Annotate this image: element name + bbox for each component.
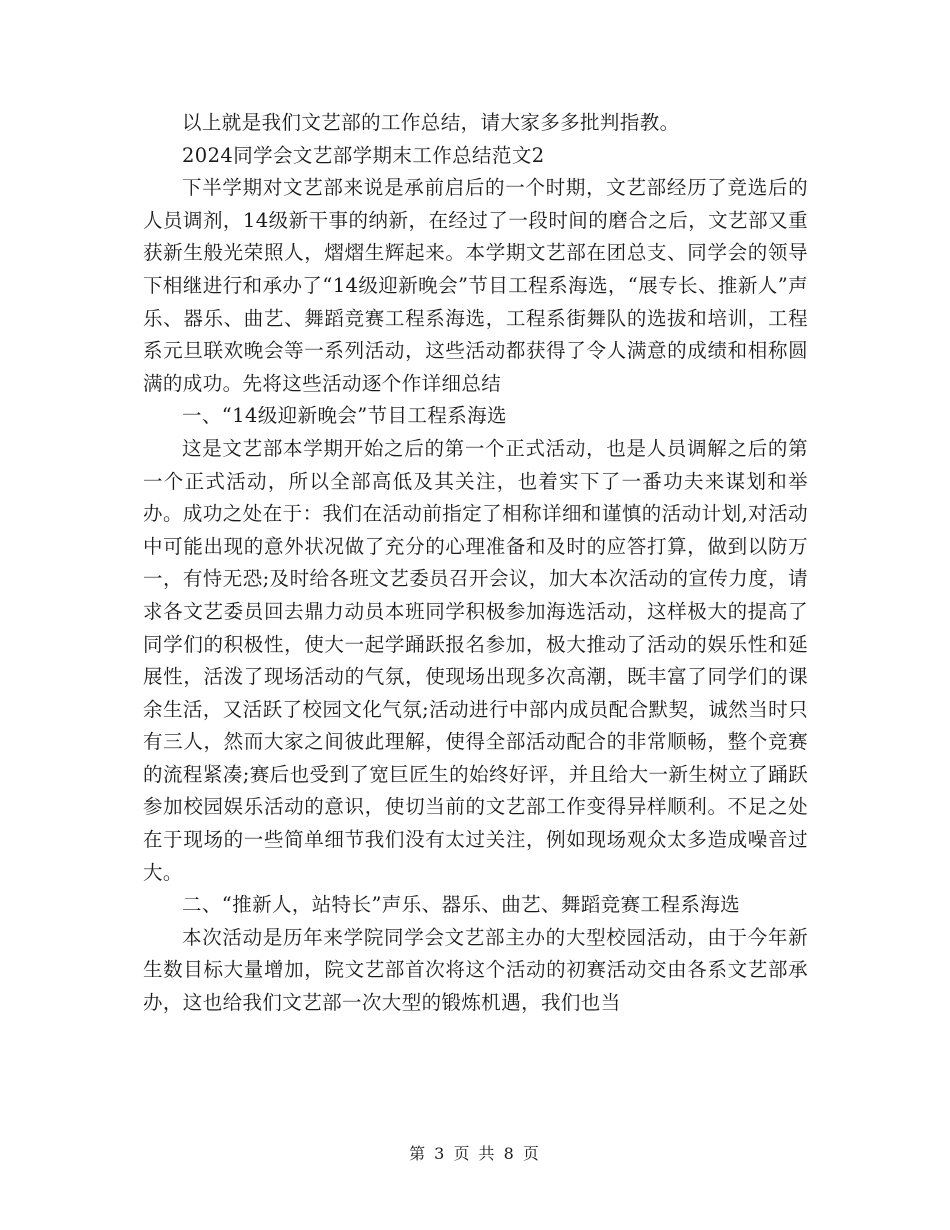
document-subtitle: 2024同学会文艺部学期末工作总结范文2 <box>182 143 545 167</box>
page-footer: 第 3 页 共 8 页 <box>409 1144 541 1163</box>
intro-paragraph: 下半学期对文艺部来说是承前启后的一个时期，文艺部经历了竞选后的人员调剂，14级新干事的纳新，在经过了一段时间的磨合之后，文艺部又重获新生般光荣照人，熠熠生辉起来。本学期文艺部在团总支、同学会的领导下相继进行和承办了“14级迎新晚会”节目工程系海选，“展专长、推新人”声乐、器乐、曲艺、舞蹈竞赛工程系海选，工程系街舞队的选拔和培训，工程系元旦联欢晚会等一系列活动，这些活动都获得了令人满意的成绩和相称圆满的成功。先将这些活动逐个作详细总结 <box>143 176 808 395</box>
document-body <box>143 107 808 1020</box>
closing-paragraph: 以上就是我们文艺部的工作总结，请大家多多批判指教。 <box>182 111 680 134</box>
section-heading-1: 一、“14级迎新晚会”节目工程系海选 <box>182 404 507 428</box>
section-2-paragraph: 本次活动是历年来学院同学会文艺部主办的大型校园活动，由于今年新生数目标大量增加，院文艺部首次将这个活动的初赛活动交由各系文艺部承办，这也给我们文艺部一次大型的锻炼机遇，我们也当 <box>143 925 808 1015</box>
section-1-paragraph: 这是文艺部本学期开始之后的第一个正式活动，也是人员调解之后的第一个正式活动，所以全部高低及其关注，也着实下了一番功夫来谋划和举办。成功之处在于：我们在活动前指定了相称详细和谨慎的活动计划,对活动中可能出现的意外状况做了充分的心理准备和及时的应答打算，做到以防万一，有恃无恐;及时给各班文艺委员召开会议，加大本次活动的宣传力度，请求各文艺委员回去鼎力动员本班同学积极参加海选活动，这样极大的提高了同学们的积极性，使大一起学踊跃报名参加，极大推动了活动的娱乐性和延展性，活泼了现场活动的气氛，使现场出现多次高潮，既丰富了同学们的课余生活，又活跃了校园文化气氛;活动进行中部内成员配合默契，诚然当时只有三人，然而大家之间彼此理解，使得全部活动配合的非常顺畅，整个竞赛的流程紧凑;赛后也受到了宽巨匠生的始终好评，并且给大一新生树立了踊跃参加校园娱乐活动的意识，使切当前的文艺部工作变得异样顺利。不足之处在于现场的一些简单细节我们没有太过关注，例如现场观众太多造成噪音过大。 <box>143 436 808 884</box>
section-heading-2: 二、“推新人，站特长”声乐、器乐、曲艺、舞蹈竞赛工程系海选 <box>182 893 741 917</box>
